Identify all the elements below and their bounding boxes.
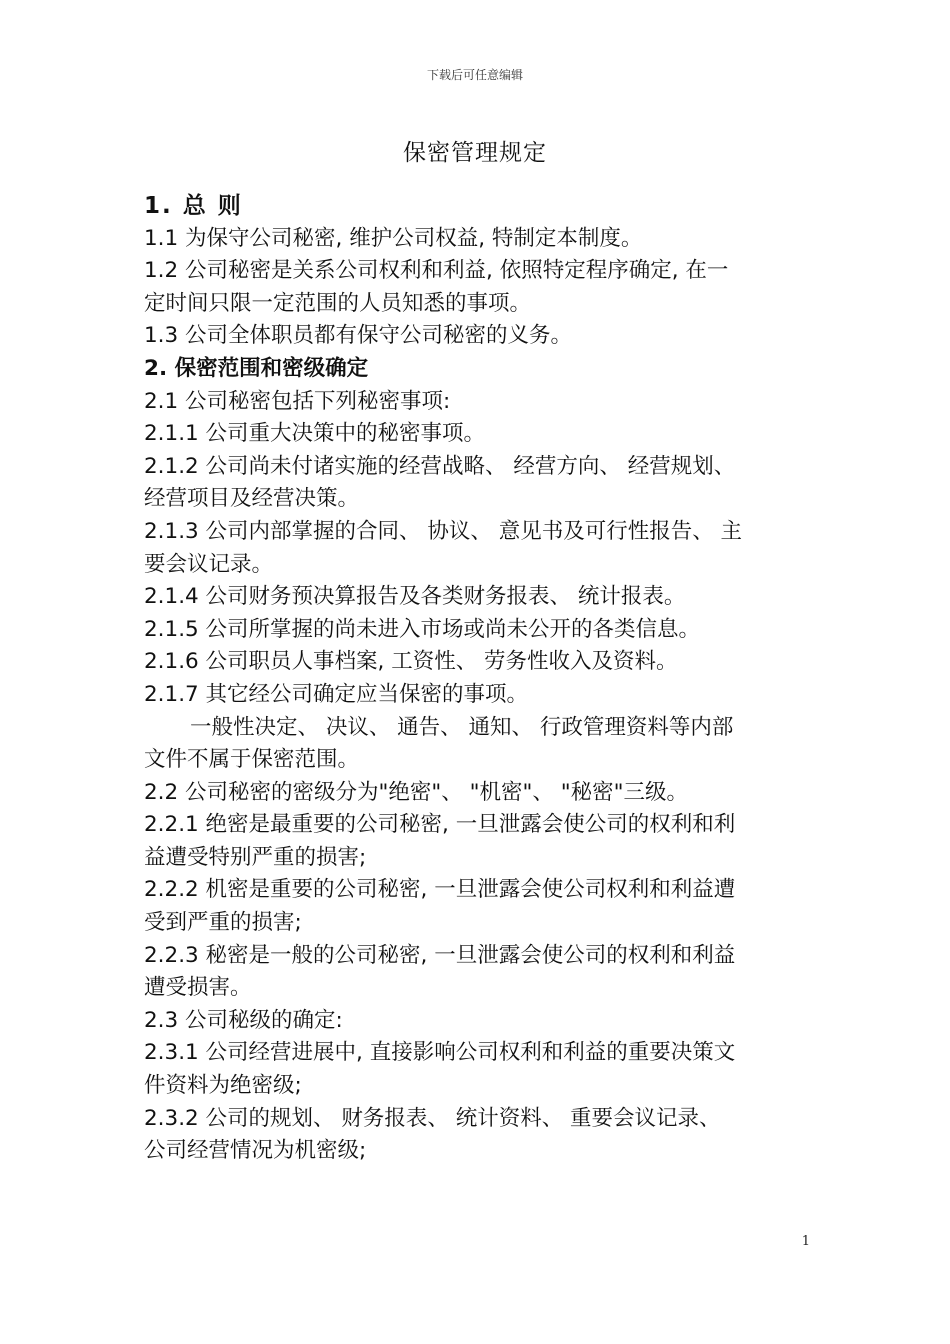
body-line: 文件不属于保密范围。 <box>144 747 360 773</box>
document-title: 保密管理规定 <box>403 140 547 166</box>
body-line: 遭受损害。 <box>144 975 252 1001</box>
document-body <box>144 190 808 1168</box>
body-line: 2.2 公司秘密的密级分为"绝密"、 "机密"、 "秘密"三级。 <box>144 779 689 805</box>
body-line: 要会议记录。 <box>144 551 274 577</box>
body-line: 1.3 公司全体职员都有保守公司秘密的义务。 <box>144 323 573 349</box>
section-heading: 2. 保密范围和密级确定 <box>144 355 369 381</box>
body-line: 件资料为绝密级; <box>144 1073 302 1099</box>
body-line: 2.1.5 公司所掌握的尚未进入市场或尚未公开的各类信息。 <box>144 616 701 642</box>
page-number: 1 <box>801 1234 810 1249</box>
body-line: 2.1.7 其它经公司确定应当保密的事项。 <box>144 681 529 707</box>
section-heading: 1. 总 则 <box>144 193 243 219</box>
body-line: 2.1.2 公司尚未付诸实施的经营战略、 经营方向、 经营规划、 <box>144 453 736 479</box>
body-line: 2.3.2 公司的规划、 财务报表、 统计资料、 重要会议记录、 <box>144 1105 721 1131</box>
header-note: 下载后可任意编辑 <box>426 68 523 82</box>
body-line: 2.2.2 机密是重要的公司秘密, 一旦泄露会使公司权利和利益遭 <box>144 877 736 903</box>
body-line: 益遭受特别严重的损害; <box>144 844 367 870</box>
body-line: 受到严重的损害; <box>144 910 302 936</box>
body-line: 1.2 公司秘密是关系公司权利和利益, 依照特定程序确定, 在一 <box>144 258 729 284</box>
body-line: 1.1 为保守公司秘密, 维护公司权益, 特制定本制度。 <box>144 225 643 251</box>
body-line: 2.1.1 公司重大决策中的秘密事项。 <box>144 421 486 447</box>
body-line: 定时间只限一定范围的人员知悉的事项。 <box>144 290 532 316</box>
body-line: 2.1.3 公司内部掌握的合同、 协议、 意见书及可行性报告、 主 <box>144 518 743 544</box>
body-line: 2.3.1 公司经营进展中, 直接影响公司权利和利益的重要决策文 <box>144 1040 736 1066</box>
body-line: 2.3 公司秘级的确定: <box>144 1007 343 1033</box>
body-line: 公司经营情况为机密级; <box>144 1138 367 1164</box>
body-line: 2.1.4 公司财务预决算报告及各类财务报表、 统计报表。 <box>144 584 686 610</box>
body-line: 2.1.6 公司职员人事档案, 工资性、 劳务性收入及资料。 <box>144 649 678 675</box>
body-line: 经营项目及经营决策。 <box>144 486 360 512</box>
body-line: 2.2.1 绝密是最重要的公司秘密, 一旦泄露会使公司的权利和利 <box>144 812 736 838</box>
body-line: 2.2.3 秘密是一般的公司秘密, 一旦泄露会使公司的权利和利益 <box>144 942 736 968</box>
body-line: 2.1 公司秘密包括下列秘密事项: <box>144 388 451 414</box>
body-line: 一般性决定、 决议、 通告、 通知、 行政管理资料等内部 <box>190 714 734 740</box>
